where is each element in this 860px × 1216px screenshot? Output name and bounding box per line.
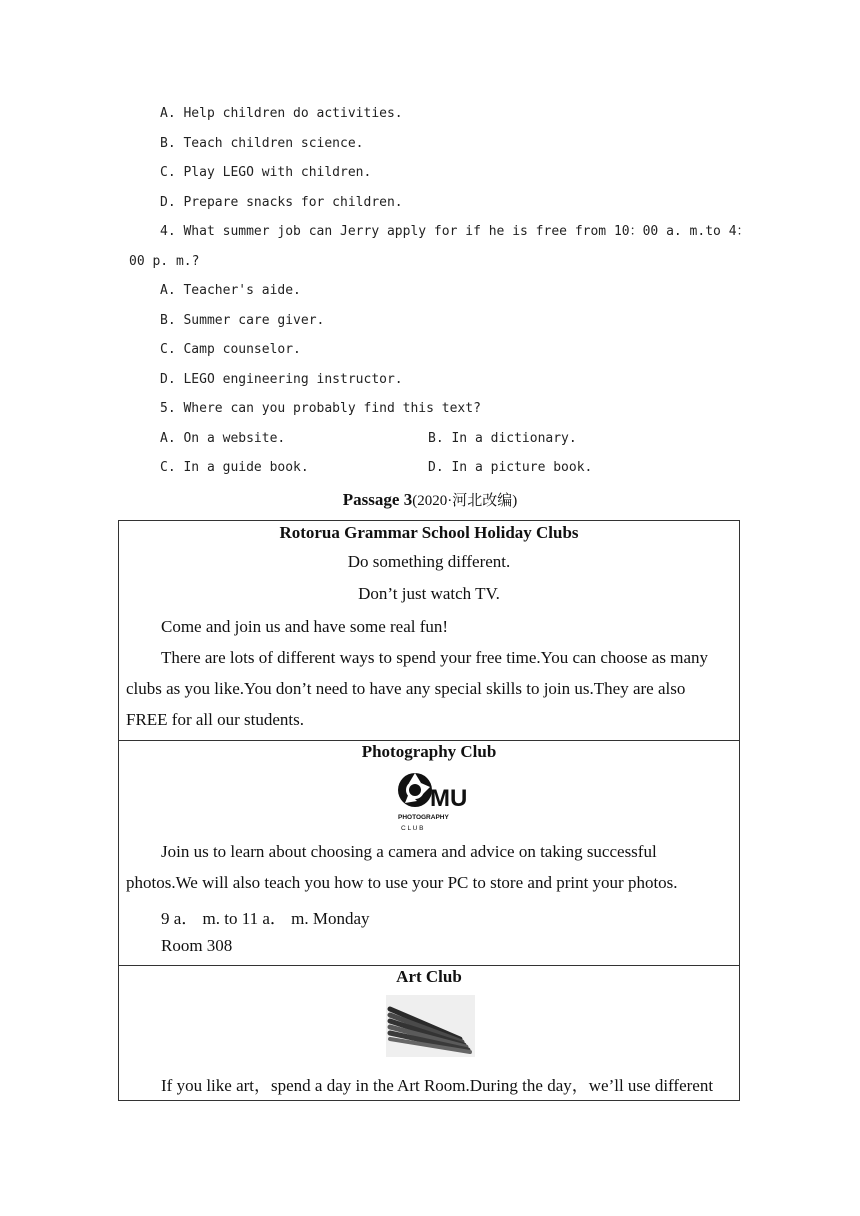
logo-mu-text: MU — [430, 785, 468, 812]
q5-option-b: B. In a dictionary. — [428, 431, 577, 446]
photography-club-desc-line-2: photos.We will also teach you how to use your PC to store and print your photos. — [126, 873, 678, 892]
photography-club-section — [119, 740, 739, 966]
camera-aperture-icon — [397, 769, 468, 833]
q4-option-c: C. Camp counselor. — [160, 342, 301, 357]
photography-club-time: 9 a． m. to 11 a． m. Monday — [161, 909, 370, 928]
q5-option-c: C. In a guide book. — [160, 460, 309, 475]
q4-option-a: A. Teacher's aide. — [160, 283, 301, 298]
art-club-title: Art Club — [396, 967, 462, 986]
photography-club-room: Room 308 — [161, 936, 233, 955]
q4-option-d: D. LEGO engineering instructor. — [160, 372, 403, 387]
q4-stem-line2: 00 p. m.? — [129, 254, 200, 269]
photography-club-desc-line-1: Join us to learn about choosing a camera and advice on taking successful — [161, 842, 657, 861]
art-club-desc-line-1: If you like art，spend a day in the Art Room.During the day，we’ll use different — [161, 1076, 714, 1095]
club-table — [118, 520, 740, 1101]
q5-option-a: A. On a website. — [160, 431, 286, 446]
intro-paragraph-1: Come and join us and have some real fun! — [161, 617, 449, 636]
q3-option-c: C. Play LEGO with children. — [160, 165, 372, 180]
intro-paragraph-2-line-3: FREE for all our students. — [126, 710, 305, 729]
pencils-image — [386, 995, 475, 1057]
intro-section — [119, 521, 739, 740]
q5-stem: 5. Where can you probably find this text? — [160, 401, 481, 416]
passage-source: (2020·河北改编) — [412, 493, 518, 509]
q4-stem-line1: 4. What summer job can Jerry apply for if he is free from 10：00 a. m.to 4： — [160, 224, 750, 239]
passage-label: Passage 3 — [342, 490, 413, 509]
photography-club-title: Photography Club — [361, 742, 497, 761]
q3-option-b: B. Teach children science. — [160, 136, 364, 151]
q3-option-a: A. Help children do activities. — [160, 106, 403, 121]
intro-title: Rotorua Grammar School Holiday Clubs — [279, 523, 579, 542]
q4-option-b: B. Summer care giver. — [160, 313, 325, 328]
passage-heading — [0, 489, 860, 510]
photography-club-logo — [397, 769, 468, 833]
logo-club-text: C L U B — [401, 825, 424, 832]
intro-paragraph-2-line-1: There are lots of different ways to spend your free time.You can choose as many — [161, 648, 708, 667]
q3-option-d: D. Prepare snacks for children. — [160, 195, 403, 210]
intro-paragraph-2-line-2: clubs as you like.You don’t need to have any special skills to join us.They are also — [126, 679, 686, 698]
art-club-section — [119, 965, 739, 1102]
q5-option-d: D. In a picture book. — [428, 460, 593, 475]
intro-slogan-2: Don’t just watch TV. — [358, 584, 500, 603]
logo-subtitle: PHOTOGRAPHY — [398, 814, 449, 821]
pencils-icon — [386, 995, 475, 1057]
intro-slogan-1: Do something different. — [347, 552, 511, 571]
